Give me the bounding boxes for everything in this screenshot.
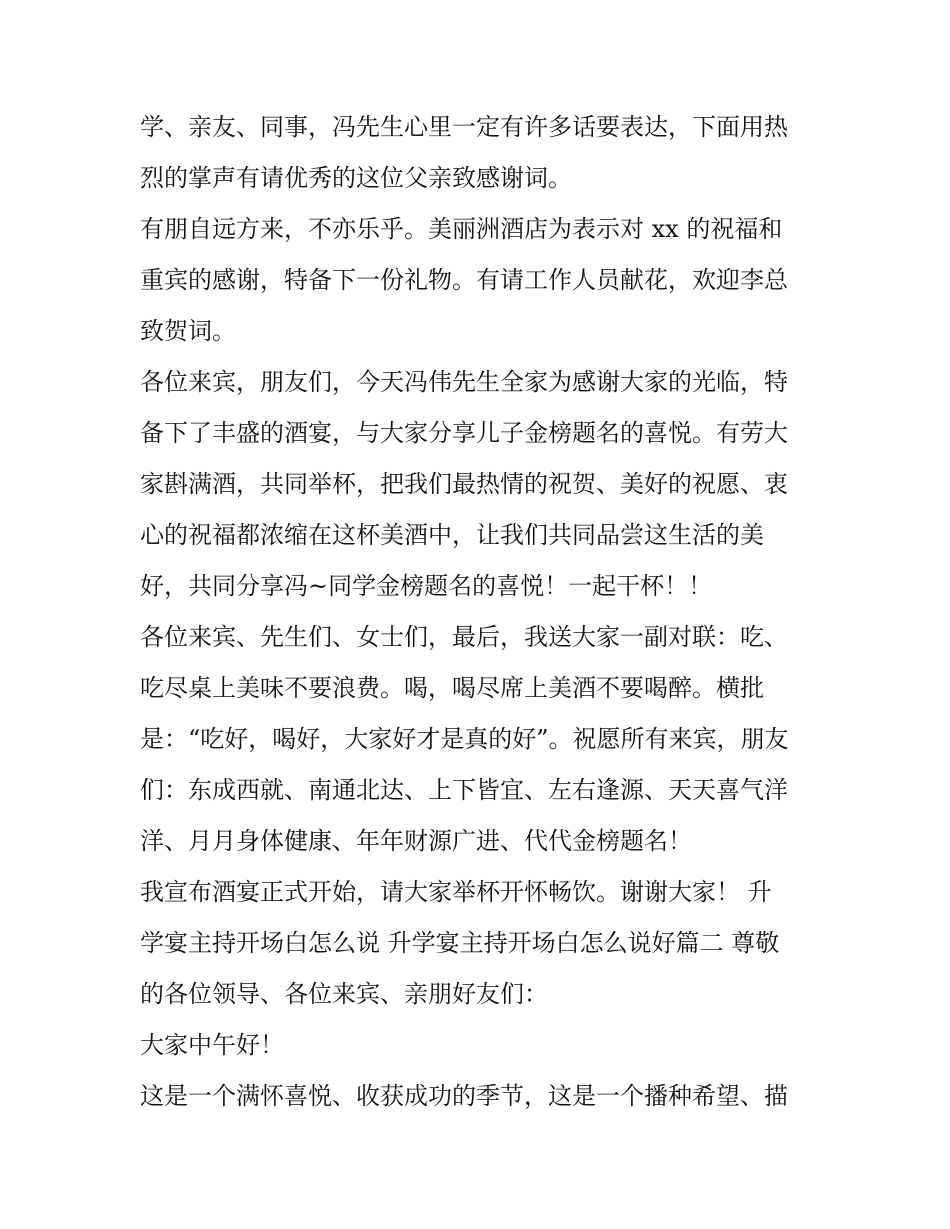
text-line: 心的祝福都浓缩在这杯美酒中，让我们共同品尝这生活的美 — [140, 521, 764, 549]
text-line: 烈的掌声有请优秀的这位父亲致感谢词。 — [140, 164, 572, 192]
text-line: 学宴主持开场白怎么说 升学宴主持开场白怎么说好篇二 尊敬 — [140, 929, 780, 957]
text-line: 吃尽桌上美味不要浪费。喝，喝尽席上美酒不要喝醉。横批 — [140, 674, 764, 702]
text-line: 有朋自远方来，不亦乐乎。美丽洲酒店为表示对 xx 的祝福和 — [140, 215, 783, 243]
text-line: 重宾的感谢，特备下一份礼物。有请工作人员献花，欢迎李总 — [140, 266, 788, 294]
text-line: 大家中午好！ — [140, 1031, 284, 1059]
text-line: 是：“吃好，喝好，大家好才是真的好”。祝愿所有来宾，朋友 — [140, 725, 789, 753]
text-line: 这是一个满怀喜悦、收获成功的季节，这是一个播种希望、描 — [140, 1082, 788, 1110]
text-line: 备下了丰盛的酒宴，与大家分享儿子金榜题名的喜悦。有劳大 — [140, 419, 788, 447]
text-line: 洋、月月身体健康、年年财源广进、代代金榜题名！ — [140, 827, 692, 855]
text-line: 各位来宾，朋友们，今天冯伟先生全家为感谢大家的光临，特 — [140, 368, 788, 396]
text-line: 的各位领导、各位来宾、亲朋好友们： — [140, 980, 548, 1008]
text-line: 家斟满酒，共同举杯，把我们最热情的祝贺、美好的祝愿、衷 — [140, 470, 788, 498]
text-line: 致贺词。 — [140, 317, 236, 345]
text-line: 各位来宾、先生们、女士们，最后，我送大家一副对联：吃、 — [140, 623, 788, 651]
document-page — [140, 102, 812, 1122]
text-line: 好，共同分享冯~同学金榜题名的喜悦！一起干杯！！ — [140, 572, 713, 600]
text-line: 们：东成西就、南通北达、上下皆宜、左右逢源、天天喜气洋 — [140, 776, 788, 804]
text-line: 我宣布酒宴正式开始，请大家举杯开怀畅饮。谢谢大家！ 升 — [140, 878, 772, 906]
text-line: 学、亲友、同事，冯先生心里一定有许多话要表达，下面用热 — [140, 113, 788, 141]
